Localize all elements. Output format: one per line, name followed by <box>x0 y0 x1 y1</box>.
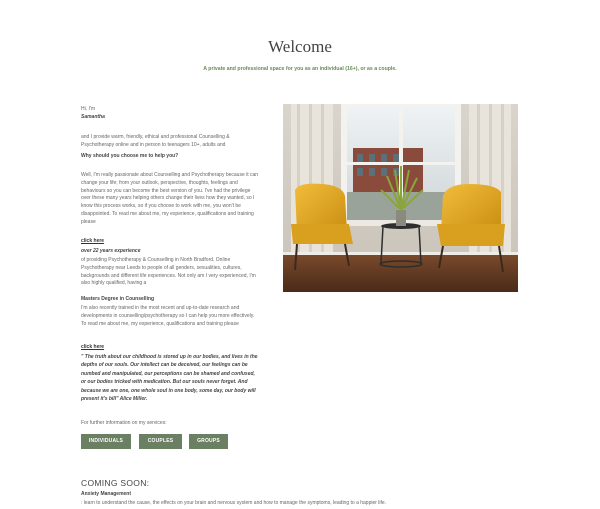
intro-paragraph: and I provide warm, friendly, ethical and professional Counselling & Psychotherapy online and in person to teenagers 10+, adults and <box>81 134 230 148</box>
greeting-text: Hi, I'm <box>81 106 96 112</box>
coming-soon-heading: COMING SOON: <box>81 478 150 488</box>
therapist-name: Samantha <box>81 114 105 120</box>
therapy-room-illustration <box>283 104 518 292</box>
individuals-button[interactable]: INDIVIDUALS <box>81 434 131 449</box>
anxiety-management-text: : learn to understand the cause, the effects on your brain and nervous system and how to manage the symptoms, leading to a happier life. <box>81 500 387 506</box>
page-title: Welcome <box>268 37 332 56</box>
anxiety-management-title: Anxiety Management <box>81 491 132 497</box>
therapy-room-photo <box>283 104 518 292</box>
click-here-link-1[interactable]: click here <box>81 238 105 244</box>
passion-paragraph: Well, I'm really passionate about Counselling and Psychotherapy because it can change your life; from your outlook, perspective, thoughts, feelings and behaviours so you can become the best version of you. I've had the privilege over these many years helping others change their lives how they wanted, so I know this process works, so if you choose to work with me, you won't be disappointed. To read me about me, my experience, qualifications and training please <box>81 172 259 225</box>
experience-text: over 22 years experience <box>81 248 141 254</box>
why-heading: Why should you choose me to help you? <box>81 153 179 159</box>
alice-miller-quote: " The truth about our childhood is stored up in our bodies, and lives in the depths of our souls. Our intellect can be deceived, our feelings can be numbed and manipulated, our perceptions can be shamed and confused, or our bodies tricked with medication. But our souls never forget. And because we are one, one whole soul in one body, some day, our body will present it's bill" Alice Miller. <box>81 354 258 403</box>
masters-degree-text: Masters Degree in Counselling <box>81 296 155 302</box>
couples-button[interactable]: COUPLES <box>139 434 182 449</box>
training-paragraph: I'm also recently trained in the most recent and up-to-date research and developments in counselling/psychotherapy so I can help you more effectively. To read me about me, my experience, qualifications and training please <box>81 305 255 327</box>
services-label: For further information on my services: <box>81 420 167 426</box>
experience-paragraph: of providing Psychotherapy & Counselling in North Bradford. Online Psychotherapy near Leeds to people of all genders, sexualities, cultures, backgrounds and different life experiences. Not only am I very experienced, I'm also highly qualified, having a <box>81 257 256 287</box>
groups-button[interactable]: GROUPS <box>189 434 228 449</box>
page-tagline: A private and professional space for you as an individual (16+), or as a couple. <box>203 66 397 72</box>
click-here-link-2[interactable]: click here <box>81 344 105 350</box>
